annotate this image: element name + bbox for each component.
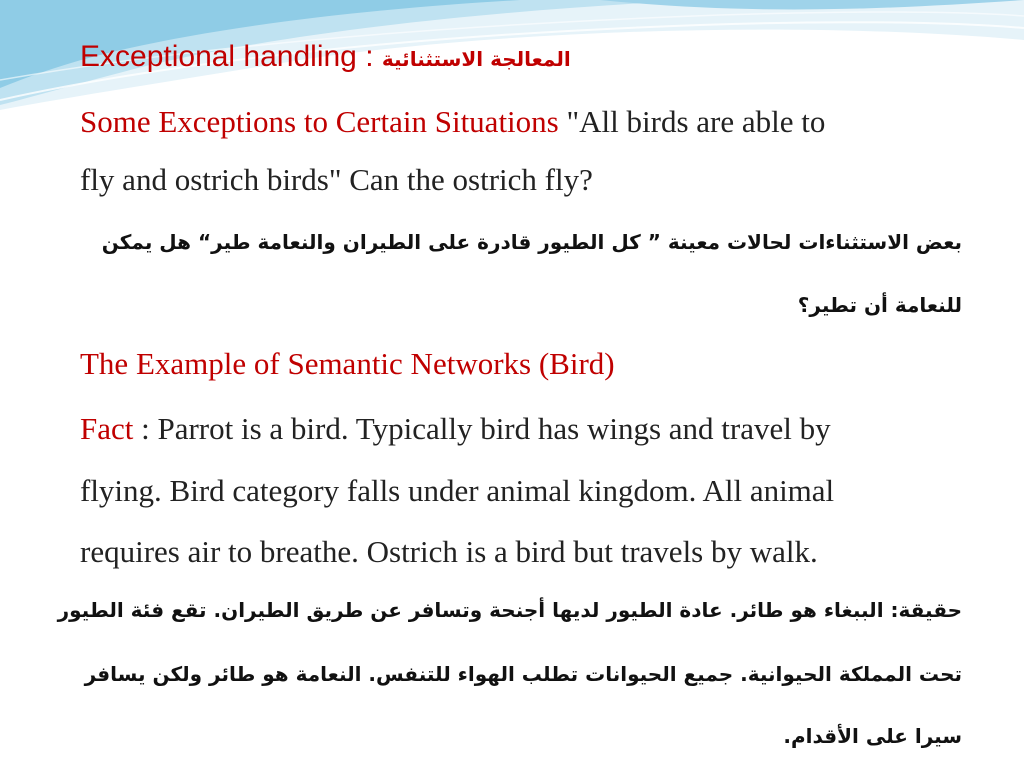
section1-line1 bbox=[80, 104, 962, 140]
section2-heading: The Example of Semantic Networks (Bird) bbox=[80, 346, 615, 381]
title-separator: : bbox=[356, 40, 382, 73]
title-english: Exceptional handling bbox=[80, 40, 357, 73]
section1-text-line2: fly and ostrich birds" Can the ostrich fly? bbox=[80, 162, 593, 197]
section1-arabic-line1: بعض الاستثناءات لحالات معينة ” كل الطيور قادرة على الطيران والنعامة طير“ هل يمكن bbox=[101, 230, 962, 254]
slide-title bbox=[80, 40, 571, 74]
fact-arabic-line3: سيرا على الأقدام. bbox=[783, 724, 962, 748]
section1-arabic-line2: للنعامة أن تطير؟ bbox=[797, 293, 962, 317]
fact-line2: flying. Bird category falls under animal kingdom. All animal bbox=[80, 473, 835, 508]
fact-arabic-line2: تحت المملكة الحيوانية. جميع الحيوانات تطلب الهواء للتنفس. النعامة هو طائر ولكن يسافر bbox=[84, 662, 962, 686]
title-arabic: المعالجة الاستثنائية bbox=[381, 47, 571, 71]
fact-line3: requires air to breathe. Ostrich is a bird but travels by walk. bbox=[80, 534, 818, 569]
fact-arabic-line1: حقيقة: الببغاء هو طائر. عادة الطيور لديها أجنحة وتسافر عن طريق الطيران. تقع فئة الطيور bbox=[57, 598, 962, 622]
section1-text-line1: "All birds are able to bbox=[558, 104, 826, 139]
section1-heading: Some Exceptions to Certain Situations bbox=[80, 104, 559, 139]
fact-label: Fact bbox=[80, 411, 134, 446]
fact-text-line1: : Parrot is a bird. Typically bird has wings and travel by bbox=[133, 411, 831, 446]
fact-line1 bbox=[80, 411, 962, 447]
